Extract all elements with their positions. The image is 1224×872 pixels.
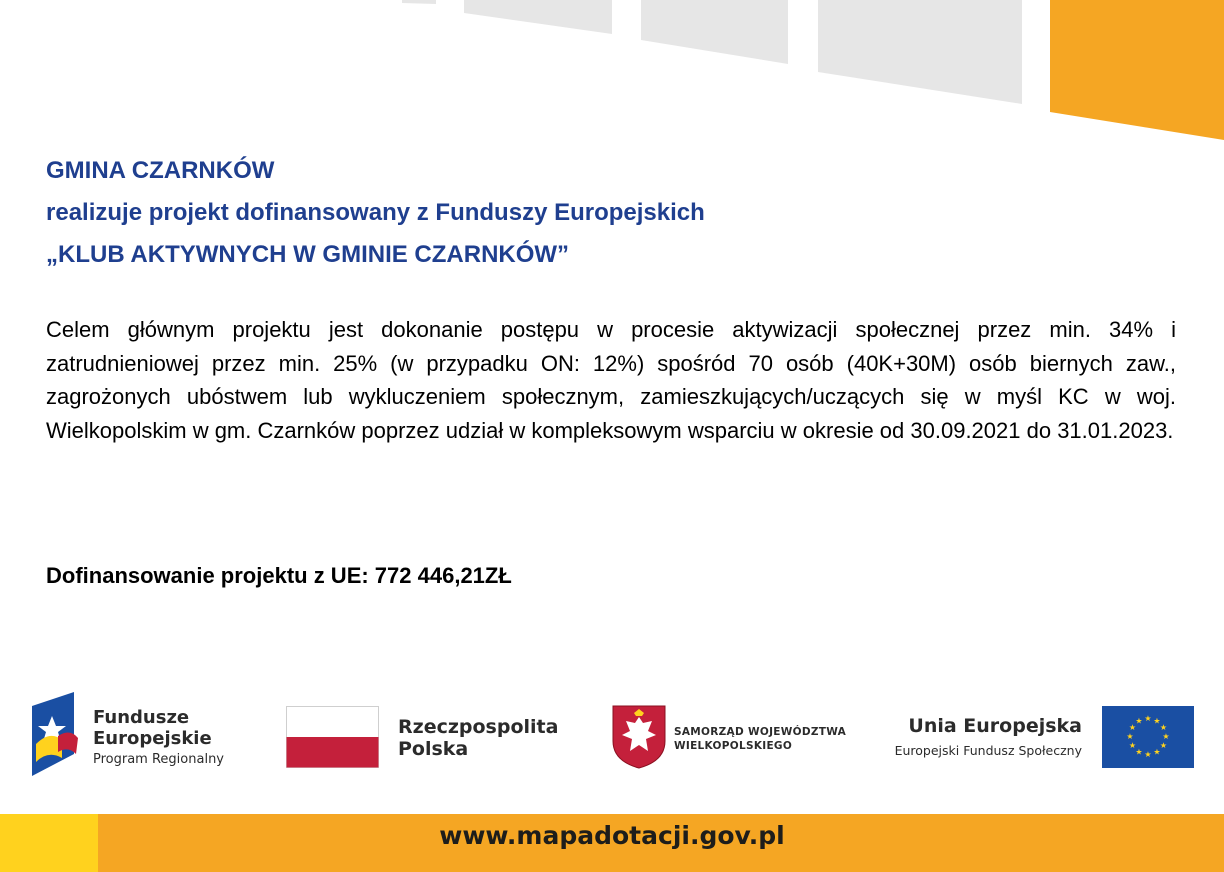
deco-gray-bar <box>818 0 1022 104</box>
footer-bar <box>0 814 1224 872</box>
svg-text:★: ★ <box>1153 716 1161 726</box>
svg-text:★: ★ <box>1144 714 1152 723</box>
fundusze-line1: Fundusze <box>93 707 190 728</box>
samorzad-label <box>674 725 846 753</box>
fundusze-europejskie-label <box>93 707 212 749</box>
funding-amount: Dofinansowanie projektu z UE: 772 446,21ZŁ <box>46 563 512 588</box>
deco-gray-bar <box>464 0 612 34</box>
polish-flag-icon <box>286 706 379 768</box>
svg-text:★: ★ <box>1126 732 1134 741</box>
fundusze-line2: Europejskie <box>93 728 212 749</box>
rp-line1: Rzeczpospolita <box>398 716 559 738</box>
svg-text:★: ★ <box>1144 750 1152 759</box>
project-subtitle: realizuje projekt dofinansowany z Funduszy Europejskich <box>46 199 705 226</box>
samorzad-line1: SAMORZĄD WOJEWÓDZTWA <box>674 726 847 738</box>
eagle-coat-of-arms-icon <box>612 705 666 769</box>
eu-flag-icon <box>1102 706 1194 768</box>
project-description: Celem głównym projektu jest dokonanie postępu w procesie aktywizacji społecznej przez min. 34% i zatrudnieniowej przez min. 25% (w przypadku ON: 12%) spośród 70 osób (40K+30M) osób biernych zaw., zagrożonych ubóstwem lub wykluczeniem społecznym, zamieszkujących/uczących się w myśl KC w woj. Wielkopolskim w gm. Czarnków poprzez udział w kompleksowym wsparciu w okresie od 30.09.2021 do 31.01.2023. <box>46 317 1176 443</box>
svg-text:★: ★ <box>1135 747 1143 757</box>
program-regionalny-label: Program Regionalny <box>93 752 224 767</box>
project-header <box>46 150 705 276</box>
unia-europejska-label: Unia Europejska <box>908 715 1082 737</box>
municipality-title: GMINA CZARNKÓW <box>46 157 275 184</box>
svg-text:★: ★ <box>1162 732 1170 741</box>
fundusze-europejskie-logo-icon <box>32 692 80 776</box>
header-decoration <box>0 0 1224 150</box>
deco-gray-bar <box>641 0 788 64</box>
svg-text:★: ★ <box>1128 723 1137 732</box>
rzeczpospolita-polska-label <box>398 716 558 760</box>
samorzad-line2: WIELKOPOLSKIEGO <box>674 740 793 752</box>
svg-text:★: ★ <box>1128 741 1137 750</box>
svg-text:★: ★ <box>1153 747 1161 757</box>
deco-gray-bar <box>402 0 436 4</box>
svg-text:★: ★ <box>1159 723 1168 732</box>
efs-label: Europejski Fundusz Społeczny <box>894 743 1082 758</box>
rp-line2: Polska <box>398 738 469 760</box>
svg-text:★: ★ <box>1159 741 1168 750</box>
footer-url-link[interactable]: www.mapadotacji.gov.pl <box>439 821 785 850</box>
deco-orange-bar <box>1050 0 1224 140</box>
svg-text:★: ★ <box>1135 716 1143 726</box>
project-name: „KLUB AKTYWNYCH W GMINIE CZARNKÓW” <box>46 241 570 268</box>
